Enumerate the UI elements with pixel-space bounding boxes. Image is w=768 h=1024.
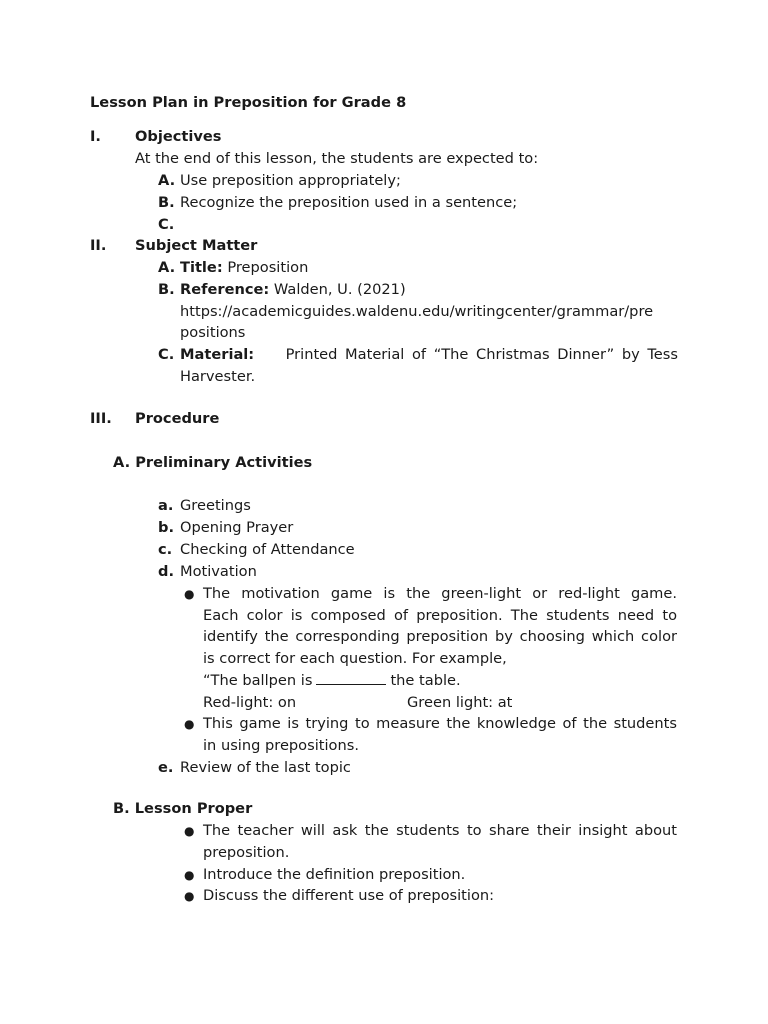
document-title: Lesson Plan in Preposition for Grade 8 [90, 94, 407, 111]
example-sentence-end: the table. [390, 672, 461, 689]
prelim-letter-b: b. [158, 519, 174, 536]
reference-label: Reference: [180, 281, 270, 298]
green-light-option: Green light: at [407, 694, 513, 711]
objectives-intro: At the end of this lesson, the students are expected to: [135, 150, 539, 167]
motivation-bullet-2-line-2: in using prepositions. [203, 737, 359, 754]
motivation-bullet-1-line-2: Each color is composed of preposition. The students need to [203, 607, 677, 624]
subject-title-letter: A. [158, 259, 176, 276]
motivation-bullet-1-line-4: is correct for each question. For example, [203, 650, 507, 667]
material-label: Material: [180, 346, 255, 363]
objective-letter-b: B. [158, 194, 175, 211]
objective-text-a: Use preposition appropriately; [180, 172, 401, 189]
material-letter: C. [158, 346, 175, 363]
section-heading-objectives: Objectives [135, 128, 222, 145]
bullet-icon: ● [184, 717, 195, 731]
lesson-bullet-1-line-2: preposition. [203, 844, 290, 861]
subject-title-label: Title: [180, 259, 223, 276]
section-numeral-objectives: I. [90, 128, 101, 145]
prelim-text-greetings: Greetings [180, 497, 251, 514]
reference-letter: B. [158, 281, 175, 298]
material-row [180, 345, 678, 365]
motivation-bullet-2-line-1: This game is trying to measure the knowledge of the students [203, 715, 677, 732]
lesson-proper-heading: B. Lesson Proper [113, 800, 253, 817]
objective-text-b: Recognize the preposition used in a sentence; [180, 194, 518, 211]
lesson-bullet-1-line-1: The teacher will ask the students to share their insight about [203, 822, 677, 839]
red-light-option: Red-light: on [203, 694, 297, 711]
reference-value: Walden, U. (2021) [273, 281, 406, 298]
motivation-bullet-1-line-1: The motivation game is the green-light or red-light game. [203, 585, 677, 602]
material-label-wrap [180, 345, 254, 365]
bullet-icon: ● [184, 889, 195, 903]
bullet-icon: ● [184, 868, 195, 882]
example-blank [316, 671, 386, 685]
prelim-letter-a: a. [158, 497, 174, 514]
objective-letter-c: C. [158, 216, 175, 233]
motivation-bullet-1-line-3: identify the corresponding preposition by choosing which color [203, 628, 677, 645]
prelim-text-attendance: Checking of Attendance [180, 541, 355, 558]
subject-title-row [180, 258, 308, 278]
preliminary-activities-heading: A. Preliminary Activities [113, 454, 313, 471]
section-numeral-subject-matter: II. [90, 237, 107, 254]
subject-title-value: Preposition [227, 259, 309, 276]
prelim-text-review: Review of the last topic [180, 759, 351, 776]
reference-row [180, 280, 406, 300]
objective-letter-a: A. [158, 172, 176, 189]
section-numeral-procedure: III. [90, 410, 112, 427]
example-sentence [203, 671, 461, 691]
reference-url-line-2: positions [180, 324, 246, 341]
reference-url-line-1: https://academicguides.waldenu.edu/writingcenter/grammar/pre [180, 303, 654, 320]
lesson-bullet-2: Introduce the definition preposition. [203, 866, 466, 883]
example-sentence-start: “The ballpen is [203, 672, 313, 689]
section-heading-procedure: Procedure [135, 410, 220, 427]
prelim-letter-d: d. [158, 563, 174, 580]
bullet-icon: ● [184, 824, 195, 838]
lesson-bullet-3: Discuss the different use of preposition: [203, 887, 495, 904]
material-value-line-2: Harvester. [180, 368, 256, 385]
section-heading-subject-matter: Subject Matter [135, 237, 258, 254]
prelim-letter-e: e. [158, 759, 174, 776]
prelim-text-motivation: Motivation [180, 563, 257, 580]
material-value-line-1: Printed Material of “The Christmas Dinner” by Tess [285, 346, 678, 363]
prelim-letter-c: c. [158, 541, 173, 558]
bullet-icon: ● [184, 587, 195, 601]
prelim-text-prayer: Opening Prayer [180, 519, 294, 536]
